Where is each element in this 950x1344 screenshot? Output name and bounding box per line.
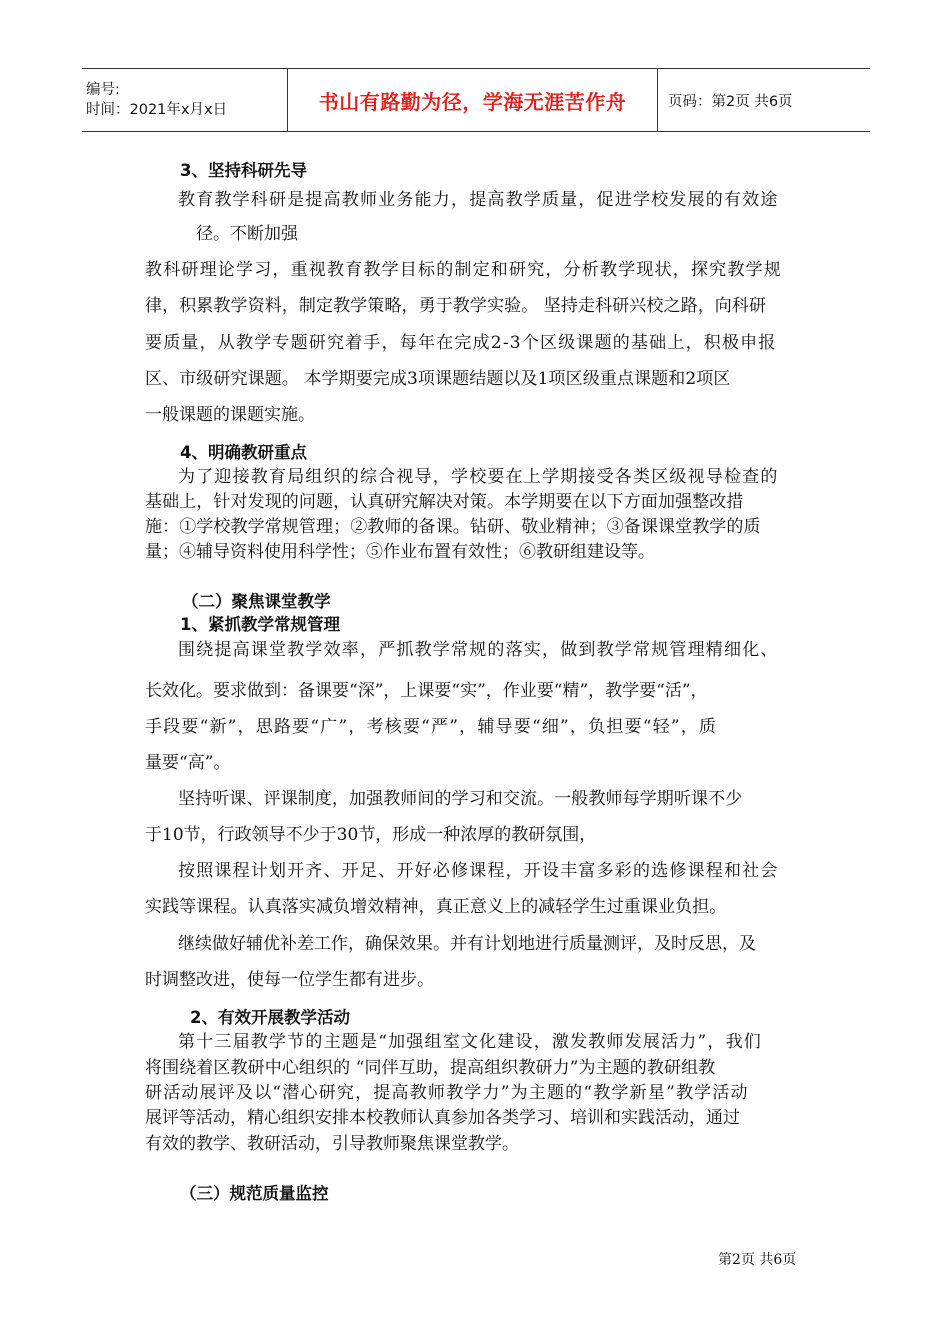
paragraph-line: 有效的教学、教研活动，引导教师聚焦课堂教学。 [145, 1134, 519, 1154]
paragraph-line: 为了迎接教育局组织的综合视导，学校要在上学期接受各类区级视导检查的 [178, 467, 779, 487]
paragraph-line: 围绕提高课堂教学效率，严抓教学常规的落实，做到教学常规管理精细化、 [178, 640, 779, 660]
paragraph-line: 要质量，从教学专题研究着手，每年在完成2-3个区级课题的基础上，积极申报 [145, 333, 777, 353]
header-motto-cell [287, 69, 658, 131]
page-header [82, 68, 870, 132]
paragraph-line: 长效化。要求做到：备课要“深”，上课要“实”，作业要“精”，教学要“活”， [145, 681, 708, 701]
paragraph-line: 实践等课程。认真落实减负增效精神，真正意义上的减轻学生过重课业负担。 [145, 897, 727, 917]
header-page-number: 页码：第2页 共6页 [668, 93, 793, 110]
paragraph-line: 于10节，行政领导不少于30节，形成一种浓厚的教研氛围， [145, 825, 597, 845]
paragraph-line: 教科研理论学习，重视教育教学目标的制定和研究，分析教学现状，探究教学规 [145, 260, 782, 280]
paragraph-line: 展评等活动，精心组织安排本校教师认真参加各类学习、培训和实践活动，通过 [145, 1108, 740, 1128]
paragraph-line: 研活动展评及以“潜心研究，提高教师教学力”为主题的“教学新星”教学活动 [145, 1083, 749, 1103]
paragraph-line: 坚持听课、评课制度，加强教师间的学习和交流。一般教师每学期听课不少 [178, 789, 743, 809]
paragraph-line: 第十三届教学节的主题是“加强组室文化建设，激发教师发展活力”，我们 [178, 1032, 762, 1052]
document-number-label: 编号: [86, 82, 120, 98]
part-heading: （三）规范质量监控 [180, 1184, 329, 1203]
paragraph-line: 将围绕着区教研中心组织的 “同伴互助，提高组织教研力”为主题的教研组教 [145, 1058, 716, 1078]
paragraph-line: 基础上，针对发现的问题，认真研究解决对策。本学期要在以下方面加强整改措 [145, 492, 744, 512]
paragraph-line: 教育教学科研是提高教师业务能力，提高教学质量，促进学校发展的有效途 [178, 190, 779, 210]
header-meta [82, 69, 287, 131]
paragraph-line: 继续做好辅优补差工作，确保效果。并有计划地进行质量测评，及时反思，及 [178, 934, 756, 954]
paragraph-line: 径。不断加强 [196, 224, 298, 244]
paragraph-line: 量要“高”。 [145, 753, 231, 773]
paragraph-line: 区、市级研究课题。 本学期要完成3项课题结题以及1项区级重点课题和2项区 [145, 369, 731, 389]
paragraph-line: 律，积累教学资料，制定教学策略，勇于教学实验。 坚持走科研兴校之路，向科研 [145, 296, 767, 316]
document-date: 时间：2021年x月x日 [86, 102, 228, 118]
section-heading: 1、紧抓教学常规管理 [180, 615, 340, 634]
section-heading: 3、坚持科研先导 [180, 161, 307, 180]
section-heading: 2、有效开展教学活动 [190, 1008, 350, 1027]
paragraph-line: 手段要“新”，思路要“广”，考核要“严”，辅导要“细”，负担要“轻”，质 [145, 717, 718, 737]
footer-page-number: 第2页 共6页 [718, 1252, 797, 1268]
part-heading: （二）聚焦课堂教学 [182, 592, 331, 611]
header-page-cell [658, 69, 870, 131]
header-motto: 书山有路勤为径，学海无涯苦作舟 [318, 89, 627, 114]
paragraph-line: 施：①学校教学常规管理；②教师的备课。钻研、敬业精神；③备课课堂教学的质 [145, 517, 761, 537]
paragraph-line: 时调整改进，使每一位学生都有进步。 [145, 970, 434, 990]
paragraph-line: 按照课程计划开齐、开足、开好必修课程，开设丰富多彩的选修课程和社会 [178, 861, 779, 881]
paragraph-line: 一般课题的课题实施。 [145, 405, 315, 425]
section-heading: 4、明确教研重点 [180, 443, 307, 462]
paragraph-line: 量；④辅导资料使用科学性；⑤作业布置有效性；⑥教研组建设等。 [145, 542, 655, 562]
